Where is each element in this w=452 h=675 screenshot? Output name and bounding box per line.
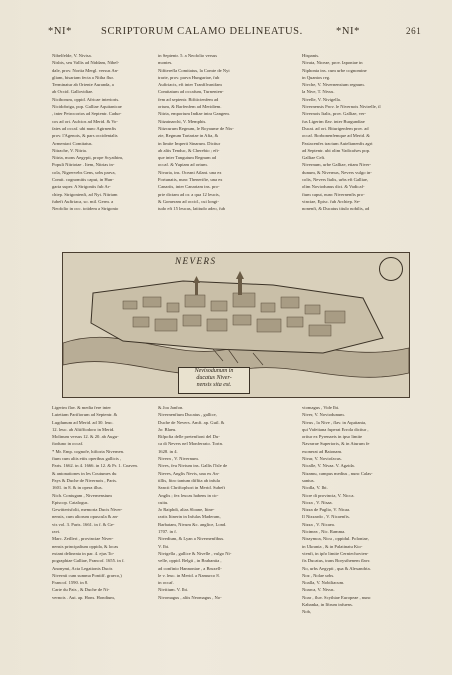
text-line: Anonymi, Acta Legationis Ducis <box>52 565 113 571</box>
text-line: oritur ex Pyrenaeis in ipso limite <box>302 434 363 440</box>
text-line: qui Vafeitana fuperat Errola dicitur , <box>302 426 369 432</box>
text-line: Gewitterisfolii, memoria Ducis Niver- <box>52 507 123 513</box>
text-column-2 <box>158 52 282 250</box>
text-line: Niszymoa, Nicu , oppidul. Poloniae, <box>302 536 369 542</box>
text-line: fus Ligerim flav. inter Burgundiae <box>302 118 365 124</box>
header-left-marker: *NI* <box>48 26 72 37</box>
text-line: ab aliis Tenduc, & Cherebio ; eft- <box>158 147 220 153</box>
text-column-4 <box>52 404 156 619</box>
text-line: Nicidobriga, pop. Galliae Aquitanicae <box>52 104 122 110</box>
text-line: ab Occid. Gallovidiae. <box>52 89 94 95</box>
text-line: 1601. in 8. & in opera illus. <box>52 485 103 491</box>
text-line: Nitrache, V. Nitria. <box>52 147 87 153</box>
text-line: Nieves, Anglis Nevis, una ex An- <box>158 470 220 476</box>
text-line: Nivus , la Nive , flav. in Aquitania, <box>302 419 367 425</box>
cartouche-line: Nevisodunum in <box>194 368 234 374</box>
text-line: ftoduno in occaf. <box>52 441 84 447</box>
text-line: tillis, fitro tantum diffita ab infula <box>158 477 220 483</box>
text-line: Nitria, mons Aegypti, prope Scyathim, <box>52 155 124 161</box>
text-line: Francof. 1590. in 8. <box>52 580 89 586</box>
text-line: Nicalle, V. Nivaa. V. Agzida. <box>302 463 355 469</box>
text-line: Nives, feu Nivium ins. Gallis l'Isle de <box>158 463 228 469</box>
text-line: Aufiriacis, eft inter Tranfilvanifam <box>158 82 222 88</box>
text-line: Nicimea , Nic. Ramma. <box>302 529 346 535</box>
text-line: olim Noviodunus dict. & Vadicaf- <box>302 184 365 190</box>
text-line: Navarrae Superioris, & in Aturum fe <box>302 441 370 447</box>
text-line: garia super. A Strigoniis fub Ar- <box>52 184 111 190</box>
text-line: Terminatur ab Oriente Auranda, a <box>52 82 114 88</box>
text-line: Nicdla, V. Ibi. <box>302 485 328 491</box>
text-line: in Septentr. 5. a Neofolio versus <box>158 53 218 58</box>
text-line: Niphonia ins. cum urbe cognomine <box>302 67 367 73</box>
text-line: nensis principalium oppida, & locas <box>52 543 119 549</box>
text-line: Armeniaci Comitatus. <box>52 140 93 146</box>
text-line: Kabanka, in Iftrum infuens. <box>302 602 353 608</box>
text-line: cos ad ort. Aufcios ad Merid. & Vo- <box>52 118 118 124</box>
page-header <box>48 26 444 40</box>
text-line: ca di Nevers nel Monferrato. Torin. <box>158 441 224 447</box>
text-line: Lutetiam Parifiorum ad Septentr. & <box>52 412 118 418</box>
text-line: Episcop. Catalogus. <box>52 499 89 505</box>
text-line: Barbatam, Nivum &c. anglice, Lond. <box>158 521 227 527</box>
text-line: fium cum aliis etiis operibus gallicis , <box>52 456 122 462</box>
text-line: Nitzcurum Regnum, le Royaume de Nix- <box>158 125 234 131</box>
text-line: Nicza , V. Nisaa. <box>302 499 333 505</box>
city-map-engraving <box>62 252 410 398</box>
cartouche-line: nensis sita est. <box>196 382 232 388</box>
text-line: exonerat ad Baionam. <box>302 448 343 454</box>
text-line: Comitatum ad occafum, Turnenien- <box>158 89 224 95</box>
text-line: ravi. <box>52 529 61 535</box>
text-line: Anglis ; fex leucas habens in cir- <box>158 492 219 498</box>
text-line: vis vol. 3. Paris. 1661. in f. & Ge- <box>52 521 115 527</box>
text-line: Nivitium. V. Ibi. <box>158 587 189 593</box>
text-line: Nivernensis Prov. le Nivernois Nivirelle, il <box>302 104 381 110</box>
text-line: tudo eft 15 leucas, latitudo adeo, fub <box>158 206 226 212</box>
text-line: Noalla, V. Nobiliacum. <box>302 580 345 586</box>
cartouche-line: ducatus Niver- <box>196 375 232 381</box>
text-line: Fortunatis, nunc Thenerifie, una ex <box>158 177 223 183</box>
text-line: Populi Nitriotae . Item, Nitrias in- <box>52 162 115 168</box>
text-line: occaf. & Yupiam ad ortum. <box>158 162 208 168</box>
text-column-6 <box>302 404 426 619</box>
text-line: Jo: Blaeu. <box>158 426 177 432</box>
text-line: Galliae Celt. <box>302 155 326 161</box>
text-line: gliam, bisariam fecta a Nitha flur. <box>52 74 114 80</box>
text-line: fubeft Aufiriaca, so. mil. Germ. a <box>52 198 114 204</box>
text-line: Nivernois Italis, prov. Galliae, ver- <box>302 111 367 117</box>
text-line: chiep. Strigonienfi, ad Nyt. Nitriam <box>52 191 118 197</box>
text-line: occaf. Borbonenfemque ad Merid. & <box>302 133 370 139</box>
text-line: Nizza de Paglio, V. Nicaa. <box>302 507 351 513</box>
text-line: nonenfi, & Ducatus titulo nobilis, ad <box>302 206 370 212</box>
text-line: 12. leuc. ab Altiffiodoro in Merid. <box>52 426 115 432</box>
map-cartouche <box>178 367 250 394</box>
text-line: Jo Raiphdi, alias Sloane, Itine- <box>158 507 215 513</box>
text-line: fium caput, nunc Nivernenfis pro- <box>302 191 365 197</box>
text-line: ad confinio Hannoniae , a Bruxell- <box>158 565 222 571</box>
text-line: 1707. in f. <box>158 529 177 535</box>
text-line: Nivata, Niceae, prov. Iaponiae in <box>302 60 363 66</box>
text-line: Nicre di provincia, V. Nicca. <box>302 492 355 498</box>
text-line: cuitu. <box>158 499 169 505</box>
text-line: Nivomagus , aliis Neomagus , No- <box>158 594 222 600</box>
text-line: dunum, & Nivernus, Nevers vulgo in- <box>302 169 372 175</box>
text-line: Nifiterefla Comitatus, la Comte de Nyi <box>158 67 230 73</box>
text-line: Nivernum, urbe Galliae, etiam Niver- <box>302 162 372 168</box>
text-line: Nivaria, ins. Oceani Atlant. una ex <box>158 169 222 175</box>
text-line: montes. <box>158 60 173 66</box>
text-line: Carte du Pais , & Duche de Ni- <box>52 587 110 593</box>
text-line: No, urbs Aegypti , qua & Alexandria. <box>302 565 371 571</box>
text-line: Nizamu, campus medius , nunc Calas- <box>302 470 373 476</box>
text-line: Il Nizzardo , V. Nicaenfis. <box>302 514 350 520</box>
text-line: zie, Regnum Tartariae in Afia, & <box>158 133 219 139</box>
text-line: Paris. 1662. in 4. 1666. in 12. & Pr. 1. Coaven. <box>52 463 139 469</box>
text-line: 1628. in 4. <box>158 448 178 454</box>
text-column-5 <box>158 404 282 619</box>
text-line: la Nive, T. Nivus. <box>302 89 335 95</box>
text-line: Sancti Chriftophori in Merid. Subeft <box>158 485 225 491</box>
text-line: fis Ducatus, trans Borysthenem flavr. <box>302 558 371 564</box>
text-line: Nivigella , gallice & Nivelle , vulgo Ni- <box>158 550 232 556</box>
text-line: V. Ibi. <box>158 543 170 549</box>
text-line: ortum, & Barfenfem ad Meridiem. <box>158 104 222 110</box>
text-line: Noar , fluv. Scythiae Europeae , nunc <box>302 594 371 600</box>
text-line: & Gomeram ad occid., cui longi- <box>158 198 219 204</box>
text-line: in Ukrania , & in Palatinatu Kio- <box>302 543 363 549</box>
text-line: Nizza , V. Nicaea. <box>302 521 335 527</box>
text-line: Nivar, V. Noviofacus. <box>302 456 342 462</box>
header-title: SCRIPTORUM CALAMO DELINEATUS. <box>101 26 303 37</box>
text-line: Nisbis, seu Vallis ad Niddam, Nibel- <box>52 60 120 66</box>
text-line: Neofolio in occ. totidem a Strigonio <box>52 206 119 212</box>
text-line: prie dictam ad or. a qua 12 leucis, <box>158 191 220 197</box>
text-line: viomagus , Vide Ibi. <box>302 405 340 410</box>
text-line: Comit. cognomitis caput, in Hun- <box>52 177 114 183</box>
text-line: colis, Nevers Italis, urbs eft Galliae, <box>302 177 369 183</box>
text-line: Nitria, emporium Indiae intra Gangem. <box>158 111 230 117</box>
text-line: dale, prov. Nortia Mergl. versus An- <box>52 67 119 73</box>
text-line: Molinum versus 12. & 20. ab Augu- <box>52 434 119 440</box>
text-line: Rifpofia delle pretenfioni del Du- <box>158 434 220 440</box>
header-right-marker: *NI* <box>336 26 360 37</box>
text-line: que inter Tangutum Regnum ad <box>158 155 217 161</box>
text-line: le v. leuc. in Merid. a Namurco 8. <box>158 572 220 578</box>
coat-of-arms-icon <box>379 257 403 281</box>
text-line: in Quantos reg. <box>302 74 331 80</box>
text-line: Nivern , V. Nivernum. <box>158 456 199 462</box>
text-line: , inter Petrocorios ad Septentr. Cadur- <box>52 111 122 117</box>
text-line: cola, Nigrervebs Gens, urbs parva, <box>52 169 116 175</box>
text-line: Nich. Coniugam , Nivernensium <box>52 492 112 498</box>
text-line: Niver, V. Noviodunum. <box>302 412 345 418</box>
text-line: Ducat. ad ort. Biturigenfem prov. ad <box>302 125 369 131</box>
text-line: * Mr. Emp. cognofe, hifioria Nivernen. <box>52 448 125 454</box>
text-line: Lugdunum ad Merid. ad 30. leuc. <box>52 419 114 425</box>
text-line: Nob, <box>302 609 312 615</box>
page-number: 261 <box>406 26 422 36</box>
text-line: Noarca, V. Nivus. <box>302 587 335 593</box>
text-line: Ligerim flav. & media fere inter <box>52 405 111 410</box>
text-line: & antonationes in les Coutumes du <box>52 470 117 476</box>
text-line: & Joa Janfon. <box>158 405 184 410</box>
text-line: ad Septentr. ubi olim Vadicafses pop. <box>302 147 371 153</box>
text-line: Nitzainarchi, V. Memphis. <box>158 118 207 124</box>
text-line: pographiae Galliae, Francof. 1655. in f. <box>52 558 125 564</box>
text-line: Hispanis. <box>302 53 320 58</box>
text-line: Duche de Nevers. Amft. ap. Guil. & <box>158 419 225 425</box>
text-column-3 <box>302 52 426 250</box>
text-line: Noz , Nolae urbs. <box>302 572 335 578</box>
text-line: Pays & Duche de Nivernois , Paris. <box>52 477 118 483</box>
text-line: Marc. Zeilleri , provinciae Niver- <box>52 536 114 542</box>
text-line: Nivelle, V. Nivigella. <box>302 96 341 102</box>
text-line: sanius. <box>302 477 315 483</box>
text-line: fem ad septentr. Bifiticienfem ad <box>158 96 219 102</box>
text-line: fates ad occaf. ubi nunc Agirnenfis <box>52 125 117 131</box>
text-line: extant delineata in par. 4. ejus To- <box>52 550 115 556</box>
text-line: vinciae, Episc. fub Archiep. Se- <box>302 198 361 204</box>
text-line: prov. l'Agenois, & pars occidentalis <box>52 133 118 139</box>
text-line: Pasiacenfes tractum Autelianenfis agri <box>302 140 373 146</box>
text-line: Nivedium, & Lyan a Nivernenfibus. <box>158 536 225 542</box>
map-title: NEVERS <box>175 256 217 266</box>
text-line: nensis, cum aliorum opuscula & an- <box>52 514 119 520</box>
text-line: Nibelfelde, V. Nivisa. <box>52 53 92 58</box>
text-line: in limite Imperii Sinarum. Dicitur <box>158 140 221 146</box>
text-line: velle, oppid. Belgii , in Brabantia , <box>158 558 222 564</box>
text-line: vienfi, in ipfo limite Cerniechovien- <box>302 550 369 556</box>
text-line: Canariis, inter Canariam ins. pro- <box>158 184 220 190</box>
text-line: rariis Itinerin in Infulas Maderam, <box>158 514 221 520</box>
text-line: Niciborum, oppid. Africae interioris. <box>52 96 120 102</box>
text-line: Nivernii cum summa Pontiff. graeco,) <box>52 572 122 578</box>
text-line: in occaf. <box>158 580 174 586</box>
text-line: vernois . Aut. ap. Hons. Hondium, <box>52 594 116 600</box>
text-column-1 <box>52 52 156 250</box>
text-line: Nivche, V. Nivernensium regnum. <box>302 82 365 88</box>
text-line: trarie, prov. parva Hungariae, fub <box>158 74 220 80</box>
text-line: Nivernenfium Ducatus , gallice, <box>158 412 217 418</box>
